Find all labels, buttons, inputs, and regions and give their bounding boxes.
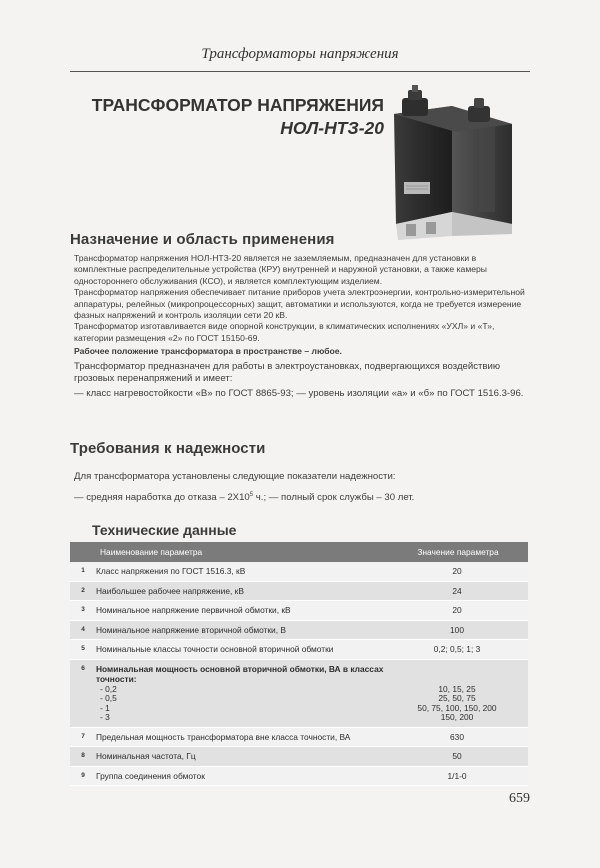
power-value: 10, 15, 25 [438, 683, 476, 694]
section-heading-reliability: Требования к надежности [70, 440, 266, 457]
accuracy-class: - 1 [100, 702, 110, 713]
row-number: 1 [81, 567, 85, 574]
paragraph: Трансформатор напряжения обеспечивает питание приборов учета электроэнергии, контрольно-измерительной аппаратуры, релейных (микропроцессорных) защит, автоматики и используются, когда не требуется измерение фазных напряжений и контроль изоляции сети 20 кВ. [74, 287, 525, 321]
power-value: 150, 200 [440, 712, 474, 723]
page-title [84, 94, 384, 140]
header-rule [70, 71, 530, 72]
row-value: 20 [452, 566, 462, 576]
row-name-text: Номинальная мощность основной вторичной обмотки, ВА в классах точности: [96, 663, 384, 684]
accuracy-class-list [96, 685, 386, 723]
paragraph [74, 489, 530, 504]
paragraph: Трансформатор напряжения НОЛ-НТЗ-20 является не заземляемым, предназначен для установки в комплектные распределительные устройства (КРУ) внутренней и наружной установки, а также камеры одностороннего обслуживания (КСО), и является комплектующим изделием. [74, 253, 487, 286]
row-value: 100 [450, 624, 464, 635]
power-value: 50, 75, 100, 150, 200 [417, 702, 497, 713]
title-line: ТРАНСФОРМАТОР НАПРЯЖЕНИЯ [91, 95, 384, 115]
table-row [70, 747, 528, 767]
column-header-name: Наименование параметра [100, 547, 203, 557]
transformer-photo [382, 84, 524, 244]
paragraph: — класс нагревостойкости «В» по ГОСТ 8865-93; — уровень изоляции «а» и «б» по ГОСТ 1516.3-96. [74, 388, 524, 400]
row-value: 1/1-0 [447, 770, 467, 781]
section-heading-tech: Технические данные [92, 522, 237, 538]
row-value: 50 [452, 751, 462, 762]
reliability-item-1: — средняя наработка до отказа – 2Х10 [74, 492, 250, 504]
paragraph: Рабочее положение трансформатора в пространстве – любое. [74, 346, 342, 357]
row-number: 4 [81, 625, 85, 633]
table-row [70, 767, 528, 787]
table-row [70, 728, 528, 748]
row-name [96, 660, 386, 727]
row-name: Номинальные классы точности основной вторичной обмотки [96, 644, 334, 654]
reliability-text [74, 468, 530, 505]
row-name: Класс напряжения по ГОСТ 1516.3, кВ [96, 566, 246, 576]
accuracy-class: - 0,2 [100, 683, 117, 694]
row-number: 2 [81, 586, 85, 594]
purpose-text [74, 253, 530, 400]
accuracy-class: - 0,5 [100, 693, 117, 704]
table-row [70, 621, 528, 641]
table-row [70, 660, 528, 728]
row-name: Номинальное напряжение вторичной обмотки, В [96, 624, 286, 635]
row-value: 630 [450, 731, 464, 742]
row-number: 5 [81, 645, 85, 652]
row-name: Номинальная частота, Гц [96, 751, 196, 762]
section-heading-purpose: Назначение и область применения [70, 231, 335, 248]
row-number: 7 [81, 732, 85, 740]
row-name: Предельная мощность трансформатора вне класса точности, ВА [96, 731, 351, 742]
table-row [70, 582, 528, 602]
table-row [70, 640, 528, 660]
row-number: 9 [81, 771, 85, 779]
accuracy-class: - 3 [100, 712, 110, 723]
paragraph: Трансформатор изготавливается виде опорной конструкции, в климатических исполнениях «УХЛ» и «Т», категории размещения «2» по ГОСТ 15150-69. [74, 321, 495, 343]
running-header: Трансформаторы напряжения [201, 46, 399, 62]
tech-table [70, 542, 528, 786]
reliability-item-2: — полный срок службы – 30 лет. [266, 492, 415, 504]
row-value: 24 [452, 585, 462, 596]
page-number: 659 [509, 791, 530, 806]
exponent: 5 [249, 492, 254, 499]
row-name: Группа соединения обмоток [96, 770, 205, 781]
column-header-value: Значение параметра [417, 547, 499, 557]
row-number: 3 [81, 606, 85, 613]
power-value-list [386, 660, 528, 723]
row-value: 20 [452, 605, 462, 615]
table-header [70, 542, 528, 562]
power-value: 25, 50, 75 [438, 693, 476, 704]
row-number: 6 [81, 664, 85, 672]
row-name: Номинальное напряжение первичной обмотки, кВ [96, 605, 291, 615]
row-value: 0,2; 0,5; 1; 3 [433, 644, 481, 654]
table-row [70, 562, 528, 582]
paragraph: Для трансформатора установлены следующие показатели надежности: [74, 471, 396, 482]
row-name: Наибольшее рабочее напряжение, кВ [96, 585, 244, 596]
paragraph: Трансформатор предназначен для работы в электроустановках, подвергающихся воздействию грозовых перенапряжений и имеет: [74, 360, 501, 384]
table-row [70, 601, 528, 621]
reliability-item-1-suffix: ч.; [253, 492, 267, 504]
row-number: 8 [81, 752, 85, 760]
title-model: НОЛ-НТЗ-20 [280, 118, 384, 138]
